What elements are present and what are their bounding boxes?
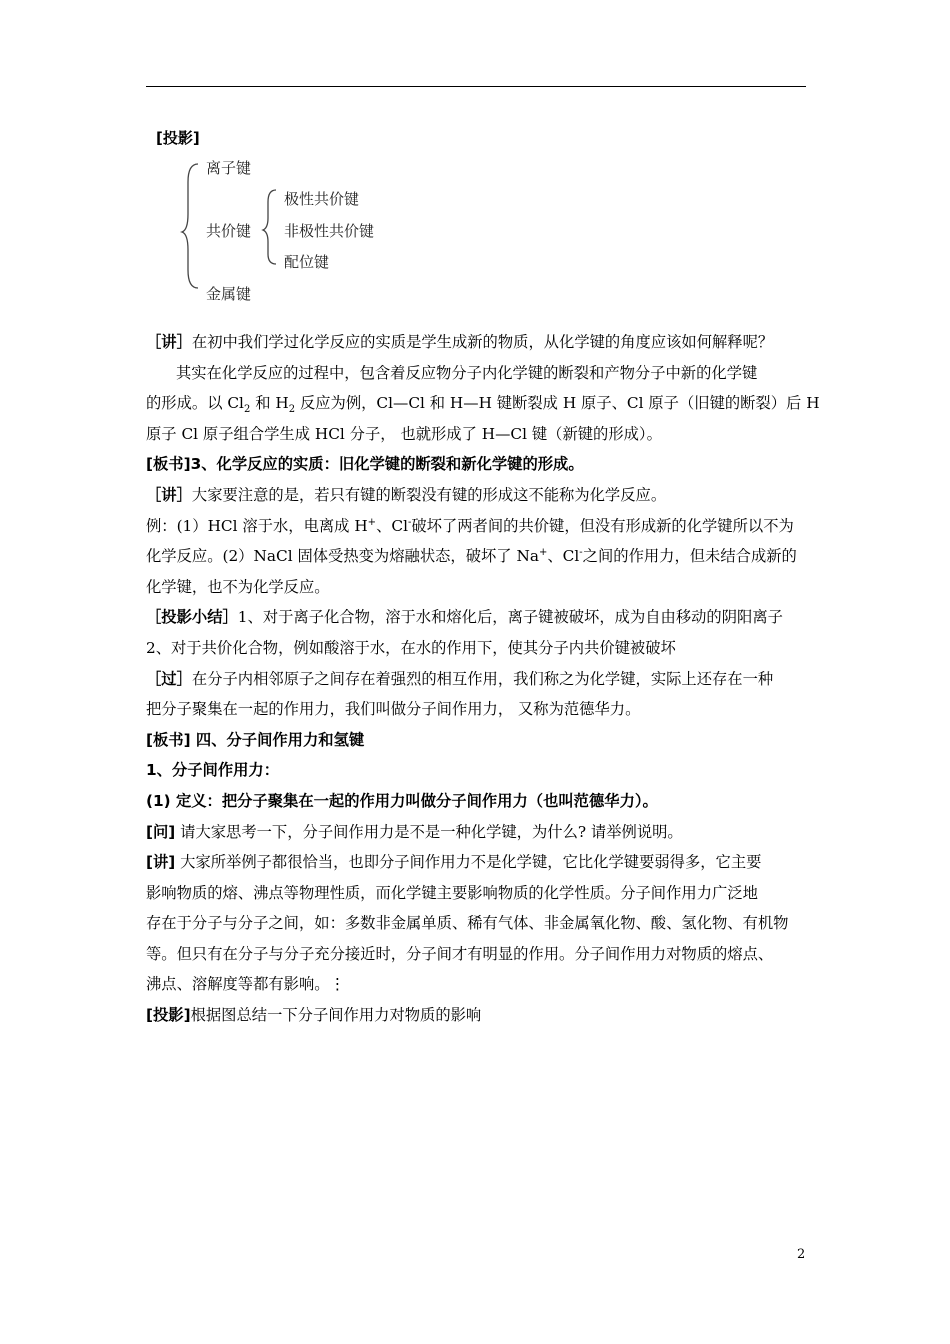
- nonpolar-covalent-bond: 非极性共价键: [284, 222, 375, 240]
- paragraph-line: [投影]根据图总结一下分子间作用力对物质的影响: [146, 1006, 482, 1025]
- paragraph-line: ［投影小结］1、对于离子化合物，溶于水和熔化后，离子键被破坏，成为自由移动的阴阳离子: [146, 608, 783, 627]
- section-heading: 1、分子间作用力：: [146, 761, 280, 780]
- paragraph-line: 影响物质的熔、沸点等物理性质，而化学键主要影响物质的化学性质。分子间作用力广泛地: [146, 883, 758, 902]
- paragraph-line: [问] 请大家思考一下，分子间作用力是不是一种化学键，为什么? 请举例说明。: [146, 822, 683, 841]
- page-number: 2: [797, 1247, 806, 1262]
- board-heading: [板书] 四、分子间作用力和氢键: [146, 730, 365, 749]
- paragraph-line: 的形成。以 $Cl_2$ 和 $H_2$ 反应为例，Cl—Cl 和 H—H 键断裂成 H 原子、Cl 原子（旧键的断裂）后 H: [146, 394, 820, 416]
- bond-classification-diagram: [180, 152, 420, 312]
- definition-line: (1) 定义：把分子聚集在一起的作用力叫做分子间作用力（也叫范德华力）。: [146, 791, 658, 810]
- polar-covalent-bond: 极性共价键: [284, 190, 360, 208]
- paragraph-line: 例：(1）HCl 溶于水，电离成 H+、Cl-破坏了两者间的共价键，但没有形成新的化学键所以不为: [146, 516, 794, 535]
- projection-label: [投影]: [156, 129, 200, 147]
- paragraph-line: ［讲］大家要注意的是，若只有键的断裂没有键的形成这不能称为化学反应。: [146, 485, 667, 504]
- paragraph-line: 其实在化学反应的过程中，包含着反应物分子内化学键的断裂和产物分子中新的化学键: [176, 363, 758, 382]
- header-rule: [146, 86, 806, 87]
- paragraph-line: 沸点、溶解度等都有影响。⋮: [146, 975, 345, 994]
- metallic-bond: 金属键: [206, 285, 252, 303]
- paragraph-line: 化学键，也不为化学反应。: [146, 577, 330, 596]
- paragraph-line: ［过］在分子内相邻原子之间存在着强烈的相互作用，我们称之为化学键，实际上还存在一种: [146, 669, 774, 688]
- paragraph-line: 化学反应。(2）NaCl 固体受热变为熔融状态，破坏了 Na+、Cl-之间的作用力，但未结合成新的: [146, 547, 797, 566]
- ionic-bond: 离子键: [206, 159, 252, 177]
- document-body: [146, 327, 820, 1031]
- paragraph-line: 等。但只有在分子与分子充分接近时，分子间才有明显的作用。分子间作用力对物质的熔点、: [146, 944, 774, 963]
- paragraph-line: 把分子聚集在一起的作用力，我们叫做分子间作用力， 又称为范德华力。: [146, 700, 641, 719]
- paragraph-line: ［讲］在初中我们学过化学反应的实质是学生成新的物质，从化学键的角度应该如何解释呢？: [146, 333, 774, 351]
- paragraph-line: 原子 Cl 原子组合学生成 HCl 分子， 也就形成了 H—Cl 键（新键的形成）。: [146, 424, 662, 443]
- board-heading: [板书]3、化学反应的实质：旧化学键的断裂和新化学键的形成。: [146, 455, 584, 474]
- coordinate-bond: 配位键: [284, 253, 330, 271]
- paragraph-line: [讲] 大家所举例子都很恰当，也即分子间作用力不是化学键，它比化学键要弱得多，它主要: [146, 853, 762, 872]
- covalent-bond: 共价键: [206, 222, 252, 240]
- paragraph-line: 存在于分子与分子之间，如：多数非金属单质、稀有气体、非金属氧化物、酸、氢化物、有机物: [146, 914, 789, 933]
- paragraph-line: 2、对于共价化合物，例如酸溶于水，在水的作用下，使其分子内共价键被破坏: [146, 638, 676, 657]
